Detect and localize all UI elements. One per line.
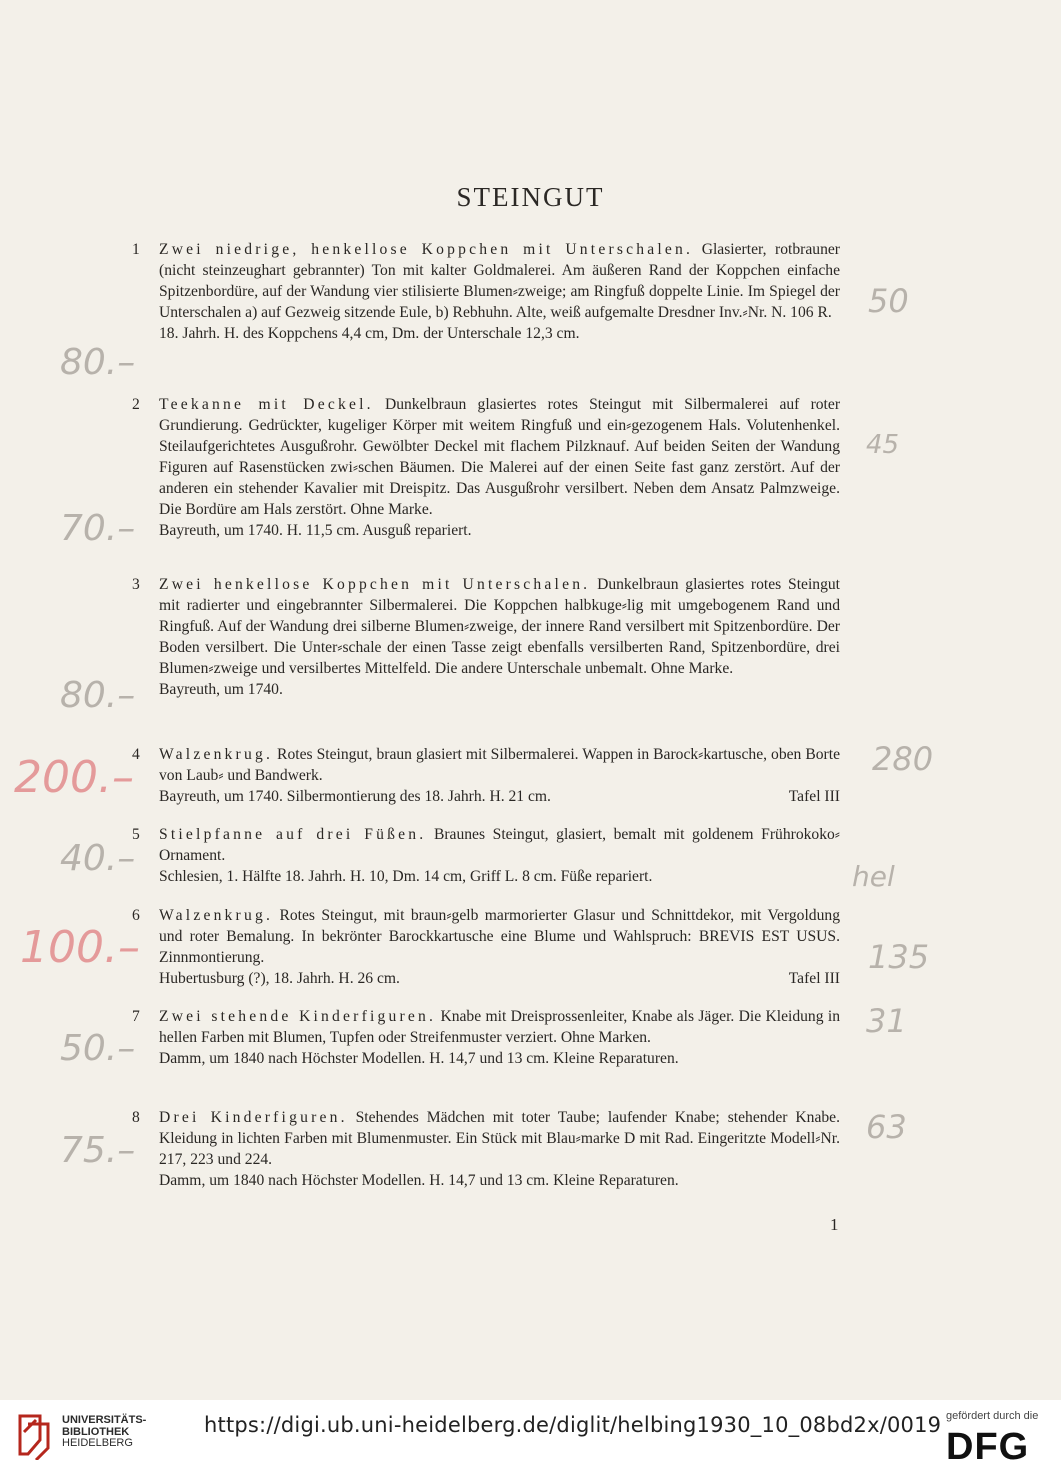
- handwritten-price: 100.–: [20, 922, 140, 973]
- entry-provenance: 18. Jahrh. H. des Koppchens 4,4 cm, Dm. der Unterschale 12,3 cm.: [159, 325, 580, 342]
- entry-provenance: Bayreuth, um 1740. H. 11,5 cm. Ausguß repariert.: [159, 522, 472, 539]
- handwritten-price: 40.–: [60, 838, 136, 879]
- handwritten-price: 200.–: [14, 752, 134, 803]
- entry-text: [159, 744, 840, 786]
- entry-text: [159, 239, 840, 323]
- handwritten-note: 280: [872, 740, 934, 778]
- catalog-entry-8: [132, 1107, 840, 1191]
- handwritten-price: 75.–: [60, 1130, 136, 1171]
- entry-body: Dunkelbraun glasiertes rotes Steingut mit radierter und eingebrannter Silbermalerei. Die Koppchen halbkuge⸗lig mit umgebogenem Rand und Ringfuß. Auf der Wandung drei silberne Blumen⸗zweige, der innere Rand versilbert mit Spitzenbordüre. Der Boden versilbert. Die Unter⸗schale der einen Tasse zeigt ebenfalls versilberten Rand, Spitzenbordüre, drei Blumen⸗zweige und versilbertes Mittelfeld. Die andere Unterschale unbemalt. Ohne Marke.: [159, 576, 841, 677]
- university-library-name: UNIVERSITÄTS- BIBLIOTHEK HEIDELBERG: [62, 1414, 147, 1449]
- catalog-entry-6: [132, 905, 840, 989]
- entry-text: [159, 824, 840, 866]
- plate-ref: Tafel III: [788, 788, 840, 805]
- entry-provenance: Hubertusburg (?), 18. Jahrh. H. 26 cm. Tafel III: [159, 970, 840, 987]
- handwritten-price: 50.–: [60, 1028, 136, 1069]
- plate-ref: Tafel III: [788, 970, 840, 987]
- catalog-entry-7: [132, 1006, 840, 1069]
- entry-body: Rotes Steingut, braun glasiert mit Silbermalerei. Wappen in Barock⸗kartusche, oben Borte von Laub⸗ und Bandwerk.: [159, 746, 840, 784]
- entry-provenance: Damm, um 1840 nach Höchster Modellen. H. 14,7 und 13 cm. Kleine Reparaturen.: [159, 1050, 679, 1067]
- catalog-entry-4: [132, 744, 840, 807]
- funded-by-label: gefördert durch die: [946, 1410, 1039, 1422]
- entry-text: [159, 394, 840, 520]
- entry-heading: Drei Kinderfiguren.: [159, 1109, 348, 1126]
- entry-heading: Zwei henkellose Koppchen mit Unterschalen.: [159, 576, 591, 593]
- entry-body: Stehendes Mädchen mit toter Taube; laufender Knabe; stehender Knabe. Kleidung in lichten Farben mit Blumenmuster. Ein Stück mit Blau⸗marke D mit Rad. Eingeritzte Modell⸗Nr. 217, 223 und 224.: [159, 1109, 840, 1168]
- digital-library-url-link[interactable]: https://digi.ub.uni-heidelberg.de/diglit/helbing1930_10_08bd2x/0019: [204, 1413, 942, 1437]
- entry-number: 4: [132, 746, 140, 763]
- entry-body: Knabe mit Dreisprossenleiter, Knabe als Jäger. Die Kleidung in hellen Farben mit Blumen, Tupfen oder Streifenmuster verziert. Ohne Marken.: [159, 1008, 840, 1046]
- entry-provenance: Damm, um 1840 nach Höchster Modellen. H. 14,7 und 13 cm. Kleine Reparaturen.: [159, 1172, 679, 1189]
- entry-text: [159, 1107, 840, 1170]
- handwritten-note: 63: [866, 1108, 907, 1146]
- catalog-entry-1: [132, 239, 840, 344]
- entry-provenance: Bayreuth, um 1740.: [159, 681, 283, 698]
- handwritten-price: 80.–: [60, 675, 136, 716]
- entry-number: 1: [132, 241, 140, 258]
- footer-bar: [0, 1400, 1061, 1475]
- handwritten-note: 50: [868, 282, 909, 320]
- handwritten-note: 135: [868, 938, 930, 976]
- entry-number: 7: [132, 1008, 140, 1025]
- catalog-entry-5: [132, 824, 840, 887]
- entry-text: [159, 574, 840, 679]
- handwritten-price: 80.–: [60, 342, 136, 383]
- entry-heading: Zwei stehende Kinderfiguren.: [159, 1008, 437, 1025]
- catalog-entry-2: [132, 394, 841, 541]
- handwritten-note: 31: [866, 1002, 907, 1040]
- entry-body: Rotes Steingut, mit braun⸗gelb marmorierter Glasur und Schnittdekor, mit Vergoldung und roter Bemalung. In bekrönter Barockkartusche eine Blume und Wahlspruch: BREVIS EST USUS. Zinnmontierung.: [159, 907, 840, 966]
- catalog-entry-3: [132, 574, 841, 700]
- entry-body: Glasierter, rotbrauner (nicht steinzeughart gebrannter) Ton mit kalter Goldmalerei. Am äußeren Rand der Koppchen einfache Spitzenbordüre, auf der Wandung vier stilisierte Blumen⸗zweige; am Ringfuß doppelte Linie. Im Spiegel der Unterschalen a) auf Gezweig sitzende Eule, b) Rebhuhn. Alte, weiß aufgemalte Dresdner Inv.⸗Nr. N. 106 R.: [159, 241, 840, 321]
- entry-number: 2: [132, 396, 140, 413]
- entry-heading: Walzenkrug.: [159, 746, 274, 763]
- entry-heading: Zwei niedrige, henkellose Koppchen mit Unterschalen.: [159, 241, 694, 258]
- entry-text: [159, 1006, 840, 1048]
- entry-heading: Walzenkrug.: [159, 907, 274, 924]
- handwritten-price: 70.–: [60, 508, 136, 549]
- entry-body: Braunes Steingut, glasiert, bemalt mit goldenem Frührokoko⸗Ornament.: [159, 826, 840, 864]
- dfg-logo: DFG: [946, 1426, 1030, 1468]
- handwritten-note: 45: [866, 430, 900, 460]
- university-library-logo-icon: [14, 1410, 54, 1460]
- entry-number: 6: [132, 907, 140, 924]
- page-number: 1: [830, 1215, 839, 1234]
- entry-heading: Stielpfanne auf drei Füßen.: [159, 826, 427, 843]
- entry-text: [159, 905, 840, 968]
- entry-number: 3: [132, 576, 140, 593]
- entry-number: 8: [132, 1109, 140, 1126]
- entry-provenance: Bayreuth, um 1740. Silbermontierung des 18. Jahrh. H. 21 cm. Tafel III: [159, 788, 840, 805]
- entry-number: 5: [132, 826, 140, 843]
- page-title: STEINGUT: [456, 182, 605, 212]
- handwritten-note: hel: [852, 860, 895, 893]
- entry-heading: Teekanne mit Deckel.: [159, 396, 374, 413]
- entry-body: Dunkelbraun glasiertes rotes Steingut mit Silbermalerei auf roter Grundierung. Gedrückter, kugeliger Körper mit weitem Ringfuß und ein⸗gezogenem Hals. Volutenhenkel. Steilaufgerichtetes Ausgußrohr. Gewölbter Deckel mit flachem Pilzknauf. Auf beiden Seiten der Wandung Figuren auf Rasenstücken zwi⸗schen Bäumen. Die Malerei auf der einen Seite fast ganz zerstört. Auf der anderen ein stehender Kavalier mit Dreispitz. Das Ausgußrohr versilbert. Neben dem Ansatz Palmzweige. Die Bordüre am Hals zerstört. Ohne Marke.: [159, 396, 841, 518]
- entry-provenance: Schlesien, 1. Hälfte 18. Jahrh. H. 10, Dm. 14 cm, Griff L. 8 cm. Füße repariert.: [159, 868, 653, 885]
